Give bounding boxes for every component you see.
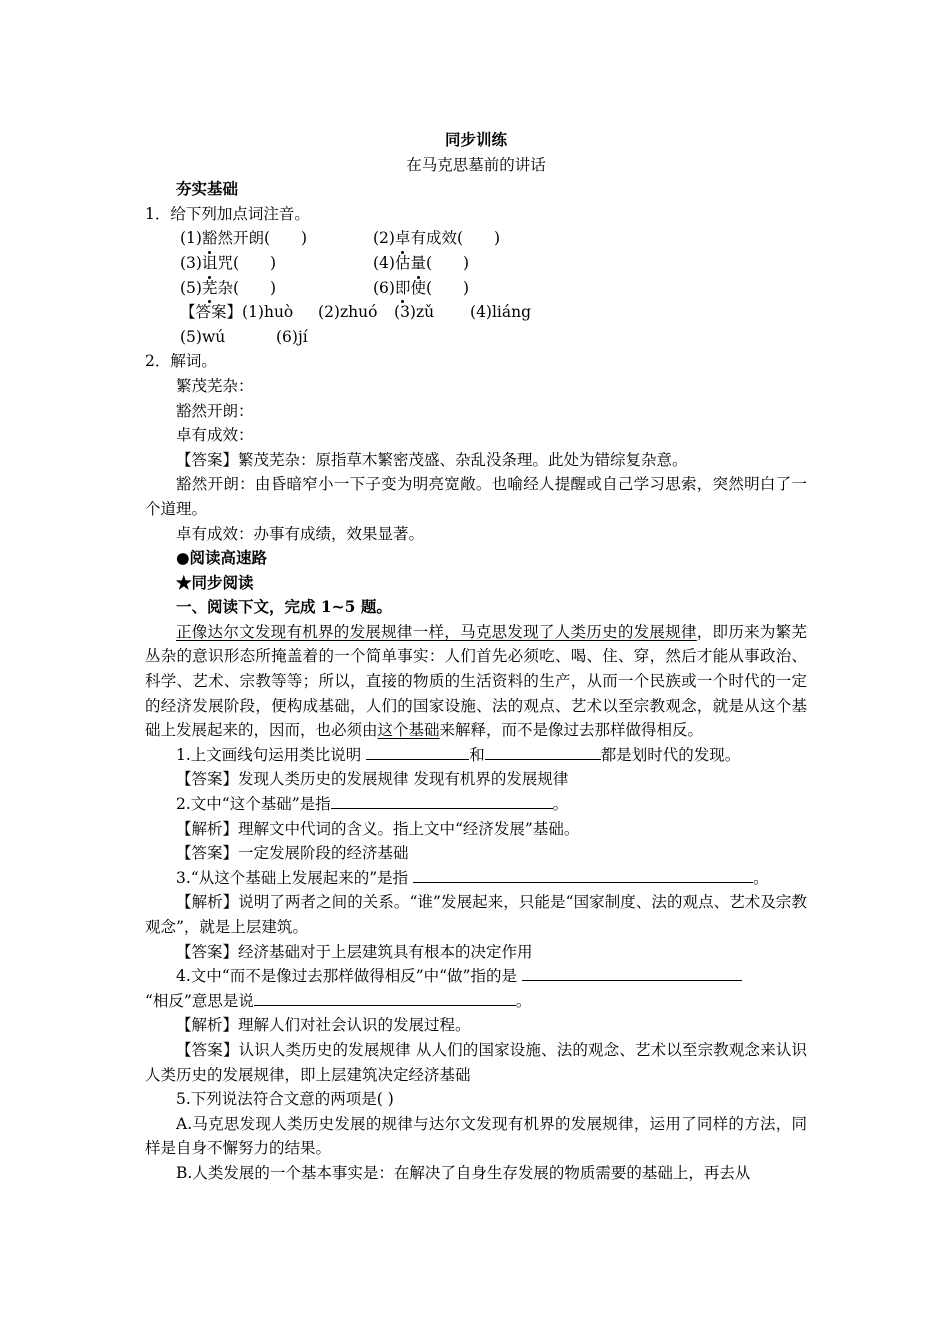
doc-subtitle: 在马克思墓前的讲话 (406, 155, 546, 174)
reading-q3-analysis: 【解析】说明了两者之间的关系。“谁”发展起来，只能是“国家制度、法的观点、艺术及宗教观念”，就是上层建筑。 (145, 893, 807, 936)
q2-item-1: 繁茂芜杂： (176, 376, 254, 395)
document-page (145, 128, 807, 1186)
reading-q5-stem: 5.下列说法符合文意的两项是( ) (176, 1090, 394, 1109)
reading-q4-answer: 【答案】认识人类历史的发展规律 从人们的国家设施、法的观念、艺术以至宗教观念来认识人类历史的发展规律，即上层建筑决定经济基础 (145, 1040, 807, 1084)
answer-blank[interactable] (254, 989, 516, 1006)
q1-item-1: (1)豁然开朗( ) (180, 226, 373, 251)
answer-blank[interactable] (331, 792, 553, 809)
q1-answer-row-2: (5)wú (6)jí (180, 327, 308, 346)
section-heading-basics: 夯实基础 (176, 179, 239, 199)
reading-passage: 正像达尔文发现有机界的发展规律一样，马克思发现了人类历史的发展规律，即历来为繁芜丛杂的意识形态所掩盖着的一个简单事实：人们首先必须吃、喝、住、穿，然后才能从事政治、科学、艺术、宗教等等；所以，直接的物质的生活资料的生产，从而一个民族或一个时代的一定的经济发展阶段，便构成基础，人们的国家设施、法的观点、艺术以至宗教观念，就是从这个基础上发展起来的，因而，也必须由这个基础来解释，而不是像过去那样做得相反。 (145, 622, 807, 740)
q1-item-6: (6)即使( ) (373, 276, 469, 301)
reading-q4-analysis: 【解析】理解人们对社会认识的发展过程。 (176, 1016, 471, 1035)
q1-row-2 (145, 251, 807, 276)
reading-q5-option-a: A.马克思发现人类历史发展的规律与达尔文发现有机界的发展规律，运用了同样的方法，同样是自身不懈努力的结果。 (145, 1114, 807, 1158)
reading-heading: 一、阅读下文，完成 1~5 题。 (176, 597, 392, 617)
passage-underline-2: 马克思发现了人类历史的发展规律 (460, 622, 697, 641)
section-heading-sync-reading: ★同步阅读 (176, 572, 254, 592)
reading-q3: 3.“从这个基础上发展起来的”是指 。 (145, 866, 807, 891)
q2-item-2: 豁然开朗： (176, 401, 254, 420)
q2-answer-3: 卓有成效：办事有成绩，效果显著。 (176, 524, 425, 543)
q1-answer-row-1: 【答案】(1)huò (2)zhuó (3)zǔ (4)liáng (180, 303, 532, 322)
reading-q1-answer: 【答案】发现人类历史的发展规律 发现有机界的发展规律 (176, 770, 569, 789)
passage-underline-1: 正像达尔文发现有机界的发展规律一样， (176, 622, 461, 641)
answer-blank[interactable] (522, 964, 742, 981)
doc-title: 同步训练 (444, 130, 507, 149)
q1-row-3 (145, 276, 807, 301)
reading-q1: 1.上文画线句运用类比说明 和 都是划时代的发现。 (145, 743, 807, 768)
reading-q2-answer: 【答案】一定发展阶段的经济基础 (176, 844, 409, 863)
reading-q4-cont: “相反”意思是说 。 (145, 989, 807, 1014)
q1-item-3: (3)诅咒( ) (180, 251, 373, 276)
reading-q5-option-b: B.人类发展的一个基本事实是：在解决了自身生存发展的物质需要的基础上，再去从 (176, 1163, 751, 1182)
reading-q3-answer: 【答案】经济基础对于上层建筑具有根本的决定作用 (176, 942, 533, 961)
q2-item-3: 卓有成效： (176, 426, 254, 445)
answer-blank[interactable] (485, 743, 601, 760)
answer-blank[interactable] (413, 866, 753, 883)
q1-item-4: (4)估量( ) (373, 251, 469, 276)
q2-answer-2: 豁然开朗：由昏暗窄小一下子变为明亮宽敞。也喻经人提醒或自己学习思索，突然明白了一个道理。 (145, 475, 807, 518)
section-heading-reading: ●阅读高速路 (176, 548, 268, 568)
q1-item-2: (2)卓有成效( ) (373, 226, 500, 251)
answer-blank[interactable] (366, 743, 469, 760)
reading-q2-analysis: 【解析】理解文中代词的含义。指上文中“经济发展”基础。 (176, 819, 580, 838)
reading-q4: 4.文中“而不是像过去那样做得相反”中“做”指的是 (145, 964, 807, 989)
q2-stem: 2．解词。 (145, 352, 217, 371)
q1-item-5: (5)芜杂( ) (180, 276, 373, 301)
reading-q2: 2.文中“这个基础”是指 。 (145, 792, 807, 817)
q2-answer-1: 【答案】繁茂芜杂：原指草木繁密茂盛、杂乱没条理。此处为错综复杂意。 (176, 450, 688, 469)
q1-row-1 (145, 226, 807, 251)
passage-underline-3: 这个基础 (377, 721, 440, 740)
q1-stem: 1．给下列加点词注音。 (145, 204, 310, 223)
